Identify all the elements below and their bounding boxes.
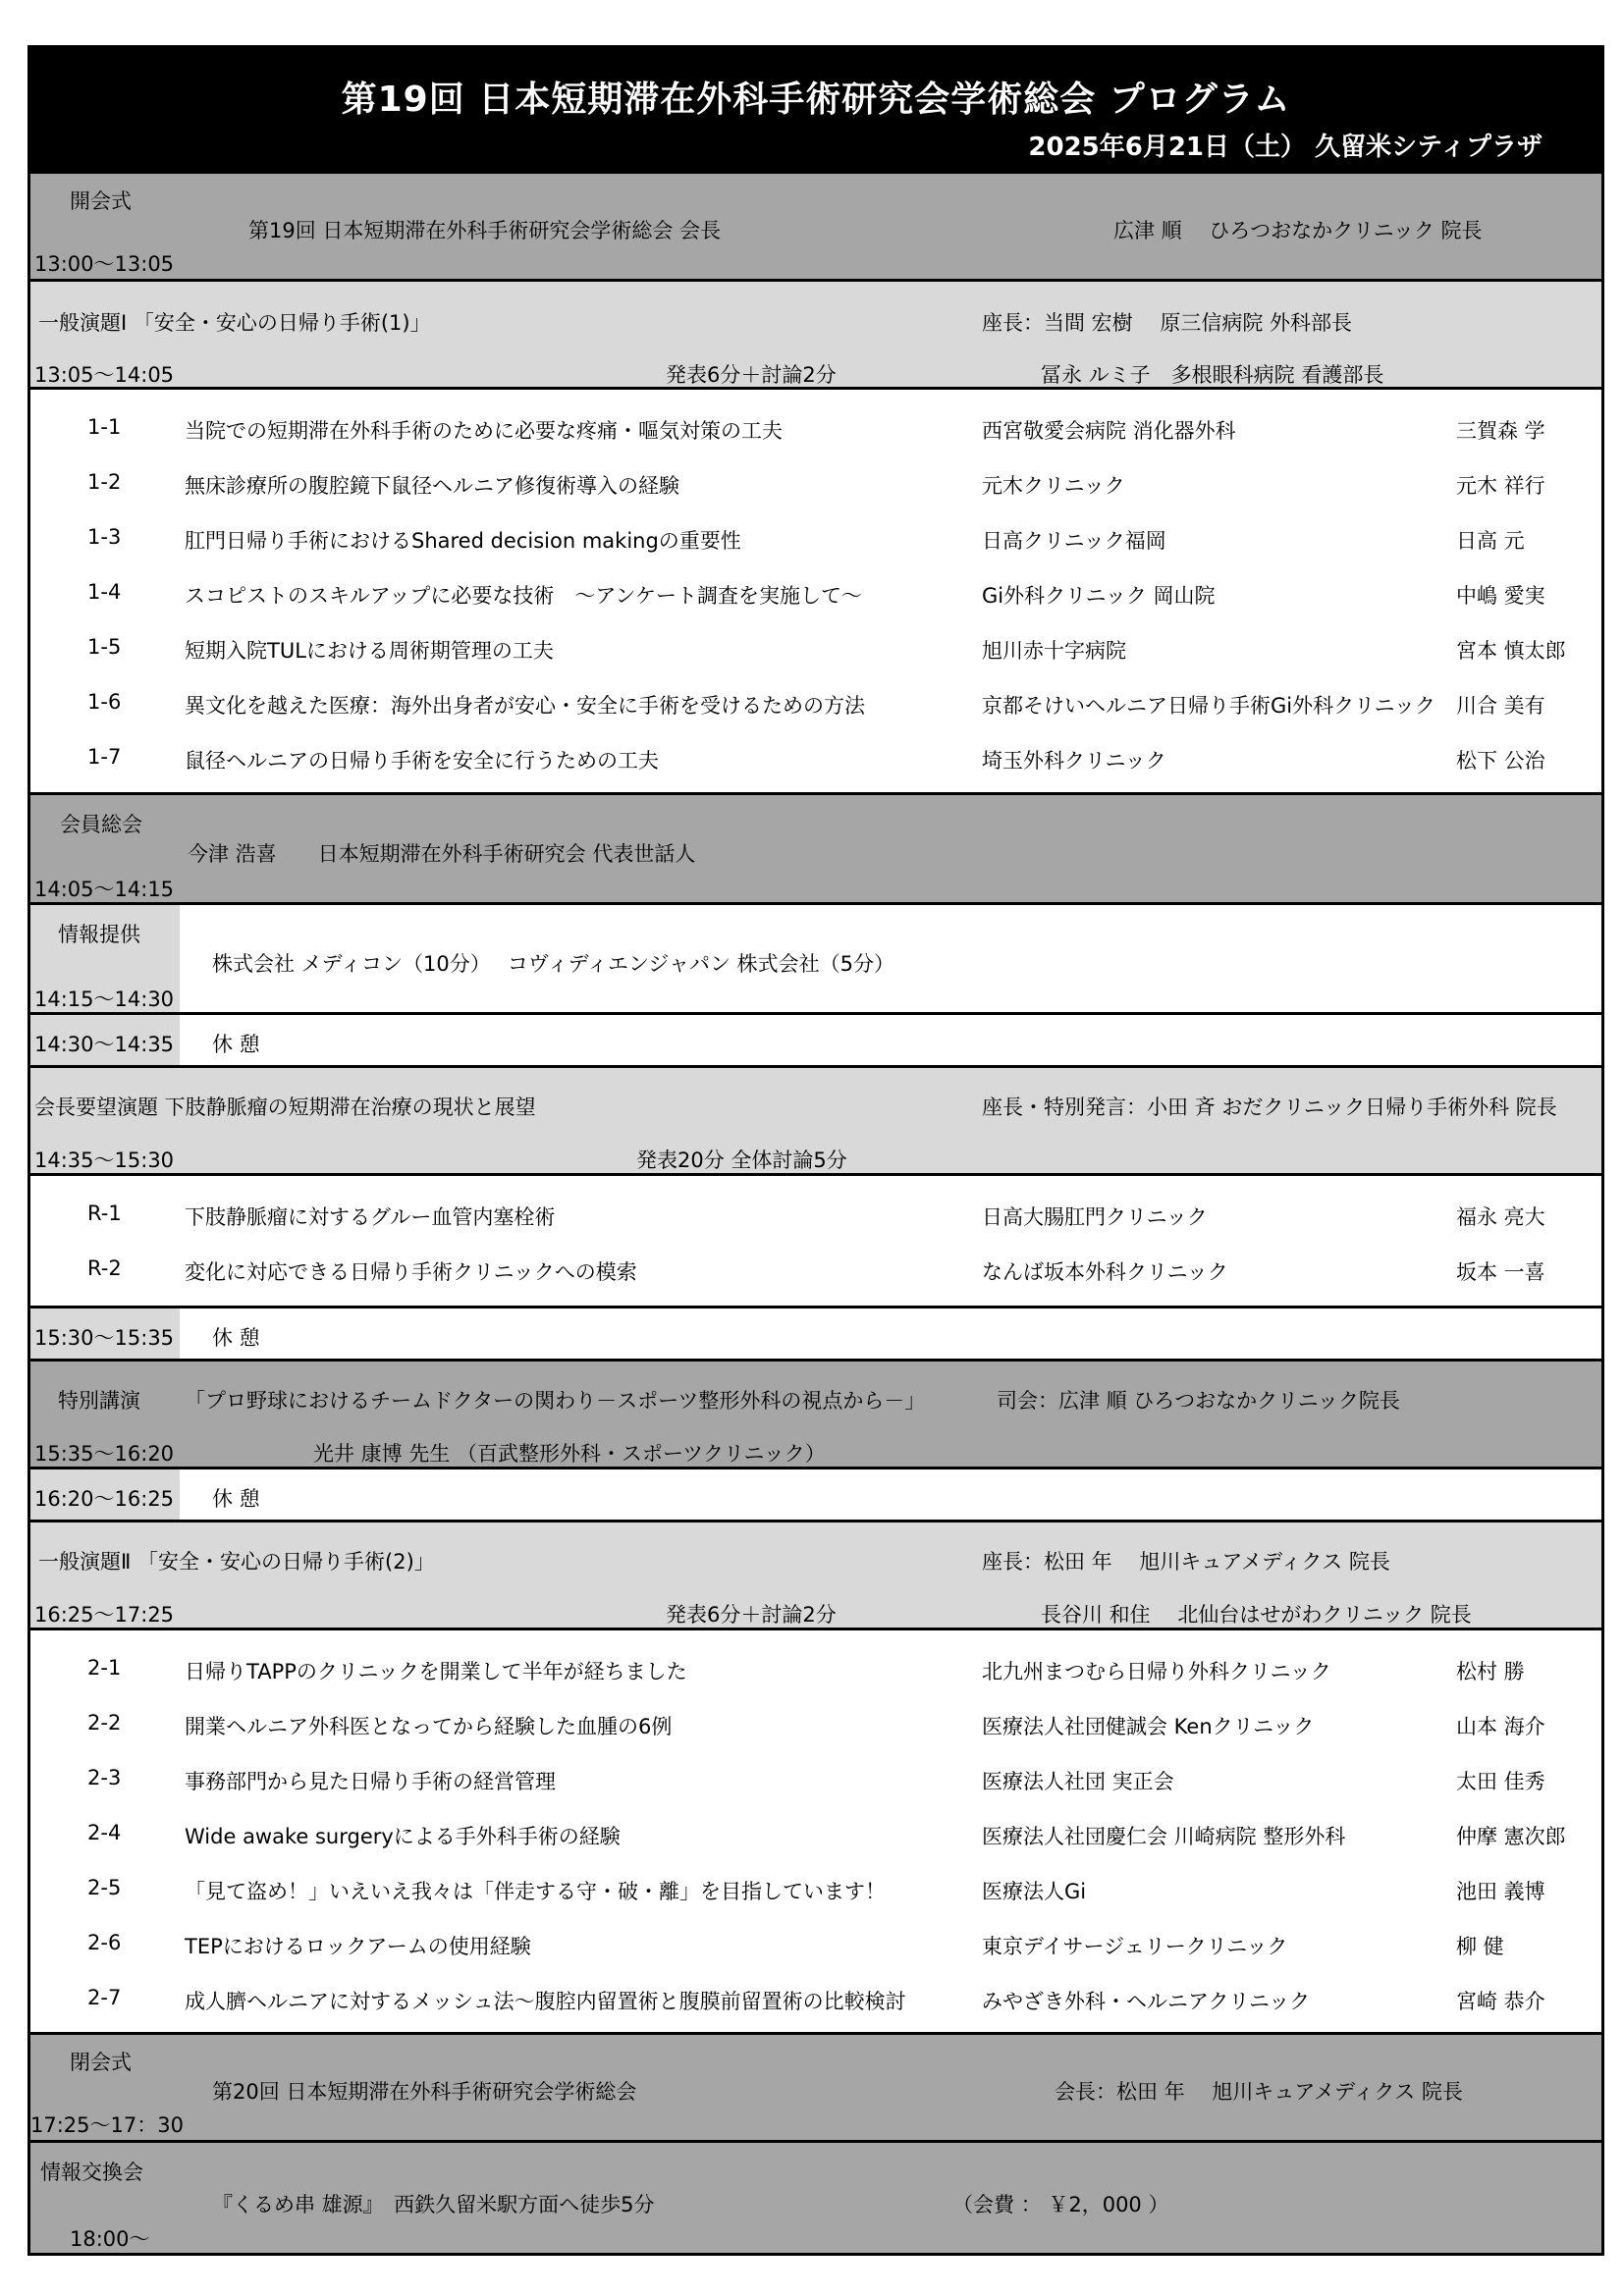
talk-number: 2-6 xyxy=(87,1931,122,1954)
session2-talks xyxy=(30,1630,1601,2035)
exchange-party xyxy=(30,2143,1601,2253)
section-time: 15:35～16:20 xyxy=(34,1442,175,1466)
section-time: 16:20～16:25 xyxy=(34,1487,175,1511)
talk-presenter: 川合 美有 xyxy=(1456,694,1545,718)
talk-affiliation: 元木クリニック xyxy=(982,474,1125,498)
talk-row xyxy=(30,1860,1601,1915)
talk-title: 「見て盗め！」いえいえ我々は「伴走する守・破・離」を目指しています！ xyxy=(185,1880,886,1903)
talk-row xyxy=(30,400,1601,454)
session-chair: 座長：松田 年 旭川キュアメディクス 院長 xyxy=(982,1550,1390,1574)
talk-presenter: 三賀森 学 xyxy=(1456,419,1545,443)
section-time: 13:05～14:05 xyxy=(34,363,175,387)
talk-number: R-1 xyxy=(87,1201,122,1225)
talk-affiliation: 医療法人Gi xyxy=(982,1880,1087,1903)
presidential-talks xyxy=(30,1176,1601,1308)
session-label: 一般演題Ⅱ 「安全・安心の日帰り手術(2)」 xyxy=(38,1550,435,1574)
program-sheet xyxy=(27,45,1604,2256)
talk-title: Wide awake surgeryによる手外科手術の経験 xyxy=(185,1825,621,1848)
talk-title: 無床診療所の腹腔鏡下鼠径ヘルニア修復術導入の経験 xyxy=(185,474,679,498)
talk-title: 短期入院TULにおける周術期管理の工夫 xyxy=(185,639,554,663)
session-format: 発表6分＋討論2分 xyxy=(666,1603,837,1627)
talk-title: 当院での短期滞在外科手術のために必要な疼痛・嘔気対策の工夫 xyxy=(185,419,783,443)
talk-number: 2-7 xyxy=(87,1986,122,2009)
talk-presenter: 松村 勝 xyxy=(1456,1660,1525,1683)
talk-title: 肛門日帰り手術におけるShared decision makingの重要性 xyxy=(185,529,741,553)
talk-affiliation: 医療法人社団慶仁会 川崎病院 整形外科 xyxy=(982,1825,1346,1848)
break-1 xyxy=(30,1015,1601,1068)
talk-title: 日帰りTAPPのクリニックを開業して半年が経ちました xyxy=(185,1660,687,1683)
break-3 xyxy=(30,1469,1601,1522)
talk-affiliation: 医療法人社団 実正会 xyxy=(982,1770,1174,1793)
talk-number: 2-3 xyxy=(87,1766,122,1789)
section-time: 16:25～17:25 xyxy=(34,1603,175,1627)
talk-number: 2-2 xyxy=(87,1711,122,1735)
section-label: 閉会式 xyxy=(70,2051,132,2074)
opening-description: 第19回 日本短期滞在外科手術研究会学術総会 会長 xyxy=(248,219,722,242)
talk-affiliation: 旭川赤十字病院 xyxy=(982,639,1126,663)
break-2 xyxy=(30,1308,1601,1362)
talk-title: 鼠径ヘルニアの日帰り手術を安全に行うための工夫 xyxy=(185,749,659,773)
talk-title: 変化に対応できる日帰り手術クリニックへの模索 xyxy=(185,1260,637,1284)
special-lecture-title: 「プロ野球におけるチームドクターの関わり－スポーツ整形外科の視点から－」 xyxy=(185,1389,926,1413)
session-label: 会長要望演題 下肢静脈瘤の短期滞在治療の現状と展望 xyxy=(34,1095,536,1119)
section-time: 15:30～15:35 xyxy=(34,1326,175,1350)
talk-presenter: 日高 元 xyxy=(1456,529,1525,553)
date-venue: 2025年6月21日（土） 久留米シティプラザ xyxy=(1028,133,1543,162)
session1-header xyxy=(30,282,1601,390)
talk-title: 開業ヘルニア外科医となってから経験した血腫の6例 xyxy=(185,1715,673,1738)
talk-row xyxy=(30,509,1601,564)
session2-header xyxy=(30,1522,1601,1630)
talk-number: 2-4 xyxy=(87,1821,122,1844)
talk-row xyxy=(30,1970,1601,2025)
talk-presenter: 中嶋 愛実 xyxy=(1456,584,1545,608)
talk-row xyxy=(30,1750,1601,1805)
general-meeting xyxy=(30,795,1601,905)
talk-affiliation: 医療法人社団健誠会 Kenクリニック xyxy=(982,1715,1315,1738)
talk-row xyxy=(30,729,1601,784)
session-cochair: 冨永 ルミ子 多根眼科病院 看護部長 xyxy=(1041,363,1384,387)
talk-presenter: 松下 公治 xyxy=(1456,749,1545,773)
talk-title: 下肢静脈瘤に対するグルー血管内塞栓術 xyxy=(185,1205,556,1229)
talk-row xyxy=(30,1915,1601,1970)
talk-row xyxy=(30,454,1601,509)
general-meeting-description: 今津 浩喜 日本短期滞在外科手術研究会 代表世話人 xyxy=(188,842,696,866)
talk-title: 成人臍ヘルニアに対するメッシュ法～腹腔内留置術と腹膜前留置術の比較検討 xyxy=(185,1990,906,2013)
section-time: 14:30～14:35 xyxy=(34,1033,175,1056)
talk-affiliation: 北九州まつむら日帰り外科クリニック xyxy=(982,1660,1331,1683)
talk-row xyxy=(30,1695,1601,1750)
session-chair: 座長：当間 宏樹 原三信病院 外科部長 xyxy=(982,311,1353,335)
talk-presenter: 宮本 慎太郎 xyxy=(1456,639,1566,663)
talk-row xyxy=(30,564,1601,619)
session-format: 発表20分 全体討論5分 xyxy=(636,1148,847,1172)
section-label: 開会式 xyxy=(70,189,132,213)
talk-affiliation: Gi外科クリニック 岡山院 xyxy=(982,584,1216,608)
talk-presenter: 山本 海介 xyxy=(1456,1715,1545,1738)
talk-row xyxy=(30,1805,1601,1860)
talk-affiliation: 西宮敬愛会病院 消化器外科 xyxy=(982,419,1236,443)
talk-presenter: 福永 亮大 xyxy=(1456,1205,1545,1229)
opening-person: 広津 順 ひろつおなかクリニック 院長 xyxy=(1113,219,1483,242)
session-label: 一般演題Ⅰ 「安全・安心の日帰り手術(1)」 xyxy=(38,311,431,335)
opening-ceremony xyxy=(30,174,1601,282)
session-format: 発表6分＋討論2分 xyxy=(666,363,837,387)
talk-presenter: 元木 祥行 xyxy=(1456,474,1545,498)
talk-title: スコピストのスキルアップに必要な技術 ～アンケート調査を実施して～ xyxy=(185,584,863,608)
talk-number: 1-2 xyxy=(87,470,122,494)
section-label: 会員総会 xyxy=(60,813,142,836)
section-time: 14:15～14:30 xyxy=(34,988,175,1011)
talk-presenter: 宮崎 恭介 xyxy=(1456,1990,1545,2013)
talk-presenter: 池田 義博 xyxy=(1456,1880,1545,1903)
section-time: 13:00～13:05 xyxy=(34,252,175,276)
talk-affiliation: 東京デイサージェリークリニック xyxy=(982,1935,1288,1958)
talk-title: 事務部門から見た日帰り手術の経営管理 xyxy=(185,1770,556,1793)
closing-description: 第20回 日本短期滞在外科手術研究会学術総会 xyxy=(212,2080,637,2104)
session-cochair: 長谷川 和住 北仙台はせがわクリニック 院長 xyxy=(1041,1603,1472,1627)
presidential-header xyxy=(30,1068,1601,1176)
special-lecture xyxy=(30,1362,1601,1469)
information-session xyxy=(30,905,1601,1015)
talk-number: R-2 xyxy=(87,1256,122,1280)
break-label: 休 憩 xyxy=(212,1487,260,1511)
section-label: 情報交換会 xyxy=(40,2161,143,2184)
talk-affiliation: 日高クリニック福岡 xyxy=(982,529,1166,553)
talk-number: 1-3 xyxy=(87,525,122,549)
talk-title: TEPにおけるロックアームの使用経験 xyxy=(185,1935,531,1958)
talk-affiliation: 日高大腸肛門クリニック xyxy=(982,1205,1208,1229)
talk-row xyxy=(30,1241,1601,1296)
talk-title: 異文化を越えた医療：海外出身者が安心・安全に手術を受けるための方法 xyxy=(185,694,865,718)
info-description: 株式会社 メディコン（10分） コヴィディエンジャパン 株式会社（5分） xyxy=(212,952,895,976)
program-title: 第19回 日本短期滞在外科手術研究会学術総会 プログラム xyxy=(341,80,1291,120)
talk-number: 1-5 xyxy=(87,635,122,659)
talk-number: 1-6 xyxy=(87,690,122,714)
exchange-description: 『くるめ串 雄源』 西鉄久留米駅方面へ徒歩5分 xyxy=(212,2193,655,2216)
section-label: 情報提供 xyxy=(58,923,140,946)
special-speaker: 光井 康博 先生 （百武整形外科・スポーツクリニック） xyxy=(313,1442,826,1466)
talk-affiliation: なんば坂本外科クリニック xyxy=(982,1260,1228,1284)
talk-presenter: 坂本 一喜 xyxy=(1456,1260,1545,1284)
talk-affiliation: 京都そけいヘルニア日帰り手術Gi外科クリニック xyxy=(982,694,1435,718)
talk-presenter: 太田 佳秀 xyxy=(1456,1770,1545,1793)
talk-presenter: 柳 健 xyxy=(1456,1935,1504,1958)
talk-number: 2-5 xyxy=(87,1876,122,1899)
section-label: 特別講演 xyxy=(58,1389,140,1413)
talk-affiliation: みやざき外科・ヘルニアクリニック xyxy=(982,1990,1311,2013)
talk-row xyxy=(30,1186,1601,1241)
break-label: 休 憩 xyxy=(212,1326,260,1350)
section-time: 14:35～15:30 xyxy=(34,1148,175,1172)
talk-number: 1-4 xyxy=(87,580,122,604)
talk-presenter: 仲摩 憲次郎 xyxy=(1456,1825,1566,1848)
section-time: 18:00～ xyxy=(70,2227,150,2251)
program-header xyxy=(30,48,1601,174)
closing-ceremony xyxy=(30,2035,1601,2143)
exchange-fee: （会費 ： ￥2，000 ） xyxy=(952,2193,1169,2216)
section-time: 17:25～17：30 xyxy=(30,2113,184,2137)
section-time: 14:05～14:15 xyxy=(34,878,175,901)
talk-row xyxy=(30,1640,1601,1695)
special-moderator: 司会：広津 順 ひろつおなかクリニック院長 xyxy=(997,1389,1400,1413)
talk-number: 1-1 xyxy=(87,415,122,439)
break-label: 休 憩 xyxy=(212,1033,260,1056)
talk-row xyxy=(30,674,1601,729)
closing-person: 会長：松田 年 旭川キュアメディクス 院長 xyxy=(1055,2080,1463,2104)
talk-number: 1-7 xyxy=(87,745,122,769)
session-chair: 座長・特別発言：小田 斉 おだクリニック日帰り手術外科 院長 xyxy=(982,1095,1557,1119)
session1-talks xyxy=(30,390,1601,795)
talk-row xyxy=(30,619,1601,674)
talk-number: 2-1 xyxy=(87,1656,122,1680)
talk-affiliation: 埼玉外科クリニック xyxy=(982,749,1166,773)
